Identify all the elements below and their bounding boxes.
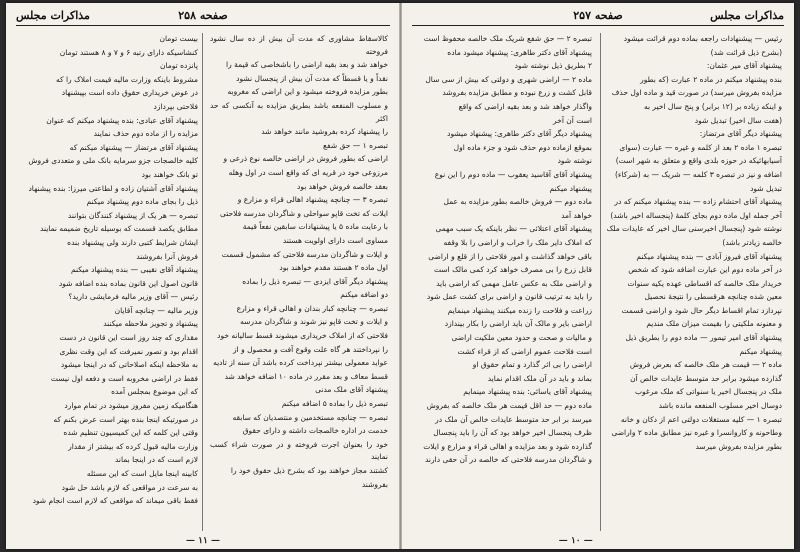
header-rule xyxy=(412,25,784,26)
text-line: خواهد آمد xyxy=(561,210,592,220)
text-line: پیشنهاد آقای ملک مدنی xyxy=(315,385,388,395)
text-line: اراضی بایر و مالک آن باید اراضی را بکار بیندازد xyxy=(444,319,592,329)
text-line: نوشته شود (پنجسال اخیرسنی سال اخیر که عایدات ملک xyxy=(606,224,782,234)
text-line: (بشرح ذیل قرائت شد) xyxy=(710,47,782,57)
text-line: ملک در پنجسال اخیر یا سنواتی که ملک مرغوب xyxy=(634,387,782,397)
text-line: میرسد بر ابر حد متوسط عایدات خالص آن ملک در xyxy=(435,414,592,424)
text-line: به سرعت در مواقعی که لازم باشد حل شود xyxy=(61,482,198,492)
text-line: قابل کشت و زرع نبوده و مطابق مزایده بفروشد xyxy=(442,88,592,98)
text-line: پیشنهاد آقای عبادی: بنده پیشنهاد میکنم که عنوان xyxy=(46,115,198,125)
text-line: تبصره ۳ — چنانچه پیشنهاد اهالی قراء و مزارع و xyxy=(237,195,388,205)
text-line: پیشنهاد میکنم xyxy=(739,346,782,356)
text-line: ۲ بطریق ذیل نوشته شود xyxy=(514,61,592,71)
text-line: پیشنهاد دیگر آقای دکتر طاهری: پیشنهاد میشود xyxy=(447,129,592,139)
text-line: آخر جمله اول ماده دوم بجای کلمهٔ (پنجساله اخیر باشد) xyxy=(610,210,782,220)
text-line: فقط باقی میماند که مواقعی که لازم است انجام شود xyxy=(32,496,198,506)
text-line: فلاحتی که از املاک خریداری میشوند قسط سالیانه خود xyxy=(217,331,388,341)
text-line: در آخر ماده دوم این عبارت اضافه شود که شخص xyxy=(628,265,782,275)
text-line: بنده پیشنهاد میکنم در ماده ۲ عبارت (که بطور xyxy=(640,74,782,84)
text-line: تبصره — چنانچه مستخدمین و منتصدیان که سابقه xyxy=(232,412,388,422)
text-line: پیشنهاد آقای احتشام زاده — بنده پیشنهاد میکنم که در xyxy=(614,197,782,207)
left-page xyxy=(6,3,400,549)
text-line: که این موضوع بمجلس آمده xyxy=(111,387,198,397)
text-line: دو اضافه میکنم xyxy=(340,290,388,300)
text-line: مشروط باینکه وزارت مالیه قیمت املاک را که xyxy=(56,74,198,84)
text-line: مرزوعی خود در قریه ای که واقع است در اول وهله xyxy=(228,167,388,177)
text-line: رئیس — پیشنهادات راجعه بماده دوم قرائت میشود xyxy=(623,34,782,43)
text-line: پیشنهاد آقای نقیبی — بنده پیشنهاد میکنم xyxy=(71,265,198,275)
text-line: کنشاسیکه دارای رتبه ۶ و ۷ و ۸ هستند تومان xyxy=(59,47,198,57)
text-line: اراضی که بطور فروش در اراضی خالصه نوع ذرعی و xyxy=(223,154,388,164)
text-line: تبصره ۱ — کلیه مستغلات دولتی اعم از دکان و خانه xyxy=(620,414,782,424)
text-line: معین شده چنانچه هرقسطی را نتیجهٔ نحصیل xyxy=(644,292,782,302)
text-line: وطاحونه و کاروانسرا و غیره نیز مطابق ماده ۲ واراضی xyxy=(611,428,782,438)
text-line: تبصره ۱ ماده ۲ بعد از کلمه و غیره — عبارت (سوای xyxy=(619,142,782,152)
text-line: بیست تومان xyxy=(159,34,198,43)
text-line: ظرف پنجسال اخیر خواهد بود که آن را باید پنجسال xyxy=(433,428,592,438)
text-line: لازم است که در اینجا بماند xyxy=(114,455,198,465)
left-page-title: مذاکرات مجلس xyxy=(16,9,90,22)
text-line: بطور مزایده بفروش میرسد xyxy=(695,441,782,451)
text-line: در عوض خریداری حقوق داده است بپیشنهاد xyxy=(61,88,198,98)
text-line: و ایلات و شاگردان مدرسه فلاحتی که مشمول قسمت xyxy=(221,249,388,259)
left-page-left-column xyxy=(16,33,198,533)
column-divider xyxy=(202,33,203,531)
text-line: اول ماده ۲ هستند مقدم خواهند بود xyxy=(279,263,388,273)
book-spread xyxy=(6,3,794,549)
right-page-header xyxy=(412,9,784,25)
left-page-header xyxy=(16,9,390,25)
text-line: فلاحتی بپردازد xyxy=(153,101,198,111)
text-line: مزایده بفروش میرسد) در صورت قید و ماده اول حذف xyxy=(611,88,782,98)
text-line: در صورتیکه اینجا بنده بهتر است عرض بکنم که xyxy=(53,414,198,424)
left-page-right-column xyxy=(210,33,388,533)
text-line: اضافه و نیز در تبصره ۳ کلمه — شریک — به (شرکاء) xyxy=(615,169,782,179)
text-line: پیشنهاد آقای مرتضاز — پیشنهاد میکنم که xyxy=(69,142,198,152)
text-line: نقداً و یا قسطاً که مدت آن بیش از پنجسال نشود xyxy=(236,73,388,83)
text-line: پیشنهاد آقای آقاسید یعقوب — ماده دوم را این نوع xyxy=(434,169,592,179)
text-line: فقط در اراضی مخروبه است و دفعه اول نیست xyxy=(50,373,198,383)
header-rule xyxy=(16,25,390,26)
text-line: پانزده تومان xyxy=(159,61,198,71)
text-line: نپردازد تمام اقساط دیگر حال شود و اراضی قسمت xyxy=(621,305,782,315)
text-line: بفروشند xyxy=(361,479,388,489)
right-page xyxy=(402,3,794,549)
text-line: و اینکه زیاده بر (۱۲ برابر) و پنج سال اخیر به xyxy=(643,101,782,111)
text-line: و ایلات و تخت قاپو نیز شوند و شاگردان مدرسه xyxy=(240,317,388,327)
text-line: فروش آنرا بفروشند xyxy=(136,251,198,261)
text-line: پیشنهاد آقای فیروز آبادی — بنده پیشنهاد میکنم xyxy=(636,251,782,261)
text-line: تبصره ۱ — حق شفع xyxy=(323,140,388,150)
left-page-footer: — ۱۱ — xyxy=(186,536,220,546)
text-line: و شاگردان مدرسه فلاحتی که خالصه در آن حقی دارند xyxy=(424,455,592,465)
text-line: و مسلوب المنفعه باشد بطریق مزایده به آنکسی که حد اکثر xyxy=(210,100,388,123)
text-line: تبدیل شود xyxy=(750,183,782,193)
text-line: آسیابهائیکه در حوزه بلدی واقع و متعلق به شهر است) xyxy=(615,156,782,166)
text-line: ماده ۲ — اراضی شهری و دولتی که بیش از سی سال xyxy=(425,74,592,84)
text-line: هنگامیکه زمین مفروز میشود در تمام موارد xyxy=(64,401,198,411)
text-line: پیشنهاد میکنم xyxy=(549,183,592,193)
text-line: خواهد شد و بعد بقیه اراضی را باشخاصی که قیمة را xyxy=(226,60,388,70)
text-line: مطابق یکصد قسمت که بوسیله تاریخ ضمیمه نمایند xyxy=(40,224,198,234)
text-line: پیشنهاد و تجویز ملاحظه میکنند xyxy=(103,319,198,329)
text-line: مقداری که چند روز است این قانون در دست xyxy=(59,333,198,343)
text-line: بعقد خالصه فروش خواهد بود xyxy=(297,181,388,191)
text-line: تبصره — هر یک از پیشنهاد کنندگان بتوانند xyxy=(67,210,198,220)
right-page-title: مذاکرات مجلس xyxy=(710,9,784,22)
text-line: وزارت مالیه قبول کرده که بیشتر از مقدار xyxy=(68,441,198,451)
text-line: گذارده شود و بعد مزایده و اهالی قراء و مزارع و ایلات xyxy=(423,441,592,451)
text-line: تبصره — چنانچه کبار بندان و اهالی قراء و مزارع xyxy=(236,303,388,313)
text-line: بموقع ازماده دوم حذف شود و جزء ماده اول xyxy=(453,142,592,152)
text-line: گذارده میشود برابر حد متوسط عایدات خالص آن xyxy=(630,373,782,383)
text-line: خالصه زیادتر باشد) xyxy=(722,237,782,247)
text-line: به ملاحظه اینکه اصلاحاتی که در اینجا میشود xyxy=(60,360,198,370)
text-line: مساوی است دارای اولویت هستند xyxy=(282,235,388,245)
text-line: ایلات که تخت قاپو سواحلی و شاگردان مدرسه فلاحتی xyxy=(219,208,388,218)
right-page-right-column xyxy=(604,33,782,533)
text-line: پیشنهاد آقای امیر تیمور — ماده دوم را بطریق ذیل xyxy=(625,333,782,343)
text-line: تو بانک خواهند بود xyxy=(141,169,198,179)
text-line: عواید معمولی بیشتر نپرداخت کرده باشد آن سنه از تادیه xyxy=(213,358,388,368)
text-line: ماده ۲ — قیمت هر ملک خالصه که بعرض فروش xyxy=(629,360,782,370)
text-line: است فلاحت عموم اراضی که از قراء کشت xyxy=(457,346,592,356)
text-line: وقتی این کلمه که این کمیسیون تنظیم شده xyxy=(63,428,198,438)
text-line: ایشان شرایط کتبی دارند ولی پیشنهاد بنده xyxy=(67,237,198,247)
text-line: که املاک دایر ملک را خراب و اراضی را بلا وقفه xyxy=(443,237,592,247)
text-line: تبصره ذیل را بماده ۵ اضافه میکنم xyxy=(281,399,388,409)
text-line: وزیر مالیه — چنانچه آقایان xyxy=(114,305,198,315)
text-line: تبصره ۲ — حق شفع شریک ملک خالصه محفوظ است xyxy=(423,34,592,43)
text-line: باقی خواهد گذاشت و امور فلاحتی را از قلع و اراضی xyxy=(428,251,592,261)
text-line: پیشنهاد دیگر آقای مرتضاز: xyxy=(699,129,782,139)
right-page-footer: — ۱۰ — xyxy=(558,536,593,546)
text-line: پیشنهاد دیگر آقای ایزدی — تبصره ذیل را بماده xyxy=(242,276,388,286)
text-line: مزایده را از ماده دوم حذف نمایند xyxy=(93,129,198,139)
text-line: کشتند مجاز خواهند بود که بشرح ذیل حقوق خود را xyxy=(230,466,388,475)
text-line: خود را بعنوان اجرت فروخته و در صورت شراء کسب نمایند xyxy=(210,439,388,462)
text-line: را نپرداختند هر گاه علت وقوع آفت و محصول و از xyxy=(233,344,388,354)
text-line: ماده دوم — حد اقل قیمت هر ملک خالصه که بفروش xyxy=(426,401,592,411)
text-line: قابل زرع را بی مصرف خواهد کرد کمی مالک است xyxy=(433,265,592,275)
column-divider xyxy=(600,33,601,531)
text-line: (هفت سال اخیر) تبدیل شود xyxy=(694,115,782,125)
text-line: پیشنهاد آقای میر عثمان: xyxy=(706,61,782,71)
text-line: را پیشنهاد کرده بفروشید مانند خواهد شد xyxy=(261,127,388,137)
text-line: و مالیات و صحت و حدود معین ملکیت اراضی xyxy=(451,333,592,343)
text-line: دوسال اخیر مسلوب المنفعه مانده باشد xyxy=(658,401,782,411)
text-line: پیشنهاد آقای اعتلائی — نظر باینکه یک سبب مهمی xyxy=(435,224,592,234)
text-line: کابینه اینجا مایل است که این مسئله xyxy=(86,469,198,478)
left-page-number: صفحه ۲۵۸ xyxy=(178,9,228,22)
text-line: اراضی را بی اثر گذارد و تمام حقوق او xyxy=(472,360,592,370)
text-line: خدمت در اداره خالصجات داشته و دارای حقوق xyxy=(242,426,388,436)
text-line: ماده دوم — فروش خالصه بطور مزایده به عمل xyxy=(443,197,592,207)
text-line: و معنونه ملکیتی را بقیمت میزان ملک مندیم xyxy=(646,319,782,329)
text-line: بطور مزایده فروخته میشود و این اراضی که مغروبه xyxy=(227,87,388,97)
text-line: ذیل را بجای ماده دوم پیشنهاد میکنم xyxy=(86,197,198,207)
text-line: قانون اصول این قانون بماده بنده اضافه شود xyxy=(58,278,198,288)
text-line: پیشنهاد آقای یاسائی: بنده پیشنهاد مینمایم xyxy=(463,387,592,397)
text-line: را باید به ترتیب قانون و اراضی برای کشت عمل شود xyxy=(426,292,592,302)
text-line: کلیه خالصجات جزو سرمایه بانک ملی و متعددی فروش xyxy=(28,156,198,166)
text-line: پیشنهاد آقای آشتیان زاده و لطاعتی میرزا: بنده پیشنهاد xyxy=(28,183,198,193)
text-line: رئیس — آقای وزیر مالیه فرمایشی دارید؟ xyxy=(68,292,198,302)
text-line: زراعت و فلاحت را زنده میکنند پیشنهاد مینمایم xyxy=(447,305,592,315)
text-line: پیشنهاد آقای دکتر طاهری: پیشنهاد میشود ماده xyxy=(447,47,592,57)
text-line: بماند و باید در آن ملک اقدام نماید xyxy=(487,373,592,383)
right-page-left-column xyxy=(412,33,592,533)
text-line: نوشته شود xyxy=(557,156,592,166)
text-line: واگذار خواهد شد و بعد بقیه اراضی که واقع xyxy=(458,101,592,111)
text-line: قسط معاف و بعد مقرر در ماده ۱۰ اضافه خواهد شد xyxy=(224,371,388,381)
text-line: اقدام بود و تصور نمیرفت که این وقت نظری xyxy=(59,346,198,356)
text-line: و اراضی ملک به عکس عامل مهمی که اراضی باید xyxy=(436,278,592,288)
text-line: با رعایت ماده ۵ یا پیشنهادات سابقین نفعاً قیمة xyxy=(242,222,388,232)
text-line: کالاسقاط مشاوری که مدت آن بیش از ده سال نشود فروخته xyxy=(210,34,388,56)
text-line: خریدار ملک خالصه که اقساطی عهده یکیه سنوات xyxy=(627,278,782,288)
text-line: است آن آخر xyxy=(553,115,592,125)
right-page-number: صفحه ۲۵۷ xyxy=(573,9,623,22)
